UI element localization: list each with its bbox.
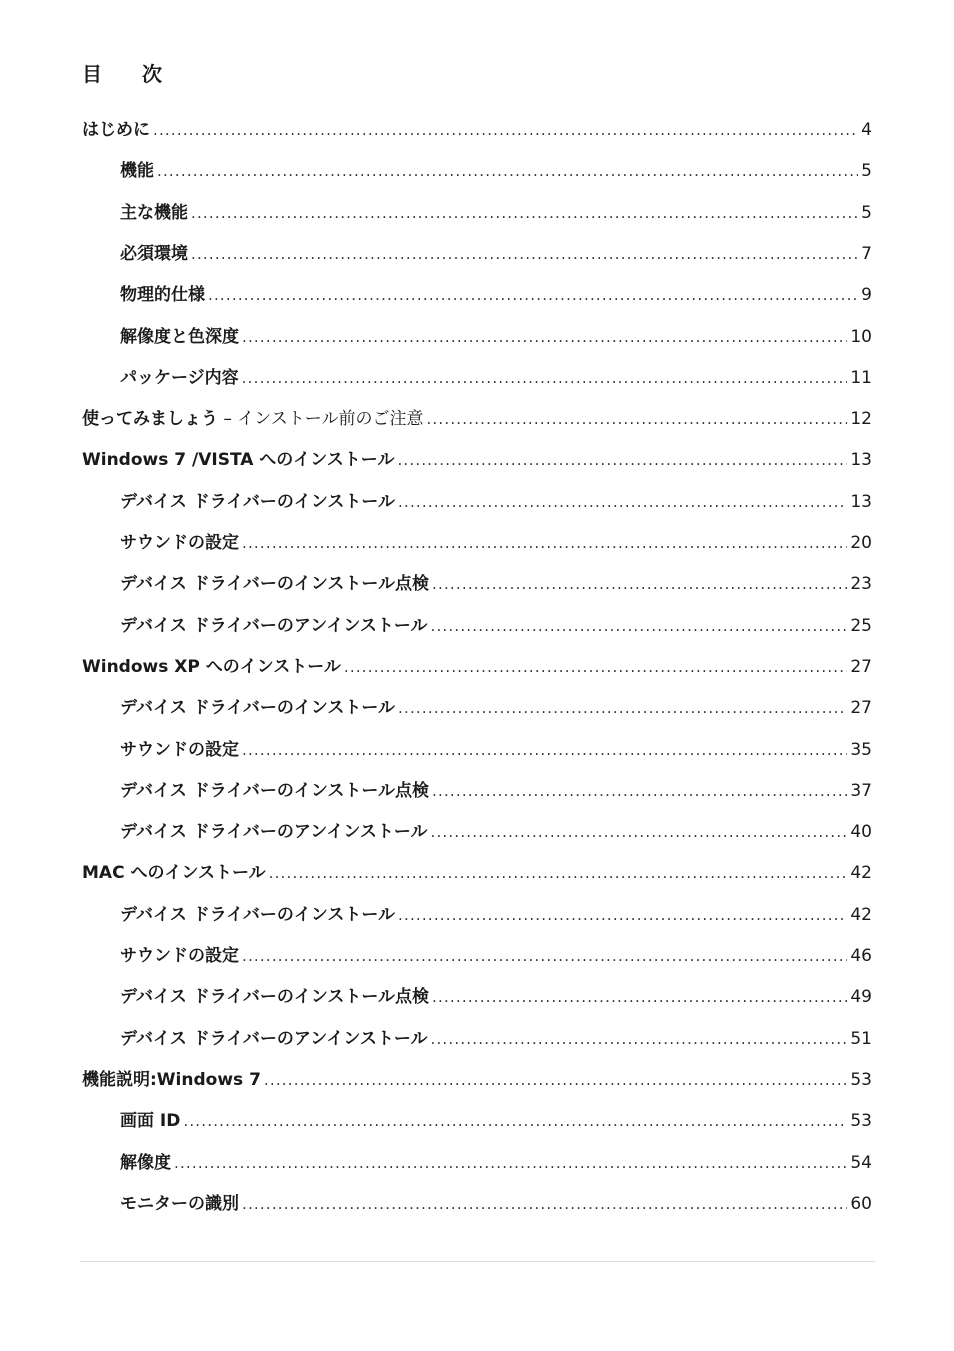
toc-entry-title [120, 366, 239, 390]
dot-leader [432, 985, 847, 1009]
toc-entry-page-number: 51 [850, 1028, 872, 1049]
toc-entry-title-text: 解像度と色深度 [120, 326, 239, 347]
toc-entry-title [120, 696, 395, 720]
toc-entry-subsection[interactable] [120, 325, 872, 349]
toc-entry-subsection[interactable] [120, 1151, 872, 1175]
toc-entry-subsection[interactable] [120, 779, 872, 803]
toc-entry-title [120, 738, 239, 762]
toc-entry-title [120, 779, 429, 803]
toc-entry-page-number: 60 [850, 1193, 872, 1214]
toc-entry-title-text: デバイス ドライバーのアンインストール [120, 822, 428, 843]
toc-entry-title-text: Windows 7 /VISTA へのインストール [82, 450, 395, 471]
toc-entry-title [120, 531, 239, 555]
dot-leader [398, 696, 847, 720]
toc-entry-page-number: 25 [850, 615, 872, 636]
toc-entry-title [82, 407, 423, 431]
toc-entry-subsection[interactable] [120, 159, 872, 183]
toc-entry-subsection[interactable] [120, 572, 872, 596]
toc-entry-title [120, 572, 429, 596]
toc-entry-title-text: 解像度 [120, 1152, 171, 1173]
toc-entry-page-number: 23 [850, 574, 872, 595]
dot-leader [242, 1192, 847, 1216]
toc-entry-page-number: 53 [850, 1069, 872, 1090]
toc-entry-page-number: 7 [861, 243, 872, 264]
toc-entry-section[interactable] [82, 655, 872, 679]
toc-entry-page-number: 9 [861, 285, 872, 306]
toc-entry-title-text: 使ってみましょう [82, 409, 218, 430]
toc-entry-title [120, 325, 239, 349]
dot-leader [431, 1027, 848, 1051]
toc-entry-subsection[interactable] [120, 820, 872, 844]
toc-entry-subsection[interactable] [120, 1109, 872, 1133]
toc-entry-subsection[interactable] [120, 201, 872, 225]
toc-entry-title [82, 655, 341, 679]
toc-entry-page-number: 42 [850, 863, 872, 884]
toc-entry-section[interactable] [82, 1068, 872, 1092]
toc-entry-page-number: 20 [850, 533, 872, 553]
toc-entry-subsection[interactable] [120, 242, 872, 266]
page-title: 目 次 [82, 62, 162, 86]
toc-entry-page-number: 5 [861, 161, 872, 182]
toc-entry-title-text: デバイス ドライバーのアンインストール [120, 1028, 428, 1049]
toc-entry-title [120, 985, 429, 1009]
toc-entry-title [120, 201, 188, 225]
dot-leader [397, 448, 847, 472]
toc-entry-page-number: 13 [850, 491, 872, 512]
toc-entry-page-number: 10 [850, 326, 872, 347]
dot-leader [242, 366, 848, 390]
dot-leader [432, 779, 847, 803]
toc-entry-title-text: デバイス ドライバーのインストール点検 [120, 574, 430, 595]
toc-entry-subsection[interactable] [120, 944, 872, 968]
dot-leader [242, 738, 847, 762]
dot-leader [426, 407, 847, 431]
toc-entry-page-number: 35 [850, 739, 872, 760]
toc-entry-subsection[interactable] [120, 283, 872, 307]
toc-entry-page-number: 53 [850, 1111, 872, 1132]
dot-leader [432, 572, 847, 596]
toc-entry-title-text: デバイス ドライバーのインストール [120, 904, 396, 925]
toc-entry-title [120, 614, 428, 638]
toc-entry-title-text: デバイス ドライバーのアンインストール [120, 615, 428, 636]
toc-entry-title-text: デバイス ドライバーのインストール点検 [120, 987, 430, 1008]
dot-leader [398, 490, 847, 514]
dot-leader [264, 1068, 847, 1092]
toc-entry-title-text: サウンドの設定 [120, 533, 239, 553]
toc-entry-subsection[interactable] [120, 1027, 872, 1051]
dot-leader [242, 325, 847, 349]
toc-entry-subsection[interactable] [120, 490, 872, 514]
dot-leader [191, 201, 858, 225]
dot-leader [157, 159, 858, 183]
dot-leader [431, 614, 848, 638]
toc-entry-title-text: 物理的仕様 [120, 285, 205, 306]
dot-leader [431, 820, 848, 844]
toc-entry-page-number: 27 [850, 656, 872, 677]
toc-entry-title-text: デバイス ドライバーのインストール [120, 491, 396, 512]
toc-entry-title [82, 1068, 261, 1092]
toc-entry-title-text: 主な機能 [120, 202, 188, 223]
toc-entry-title-text: 画面 ID [120, 1111, 181, 1132]
toc-entry-subsection[interactable] [120, 614, 872, 638]
toc-entry-title-text: 機能説明:Windows 7 [82, 1069, 261, 1090]
dot-leader [191, 242, 858, 266]
toc-entry-title-text: サウンドの設定 [120, 739, 239, 760]
toc-entry-title-text: デバイス ドライバーのインストール点検 [120, 780, 430, 801]
toc-entry-page-number: 46 [850, 946, 872, 966]
toc-entry-title [120, 159, 154, 183]
toc-entry-title [82, 861, 266, 885]
toc-entry-subsection[interactable] [120, 738, 872, 762]
toc-entry-page-number: 11 [850, 367, 872, 388]
toc-entry-title [120, 283, 205, 307]
toc-entry-section[interactable] [82, 448, 872, 472]
dot-leader [344, 655, 847, 679]
toc-entry-title [120, 1151, 171, 1175]
dot-leader [242, 531, 847, 555]
dot-leader [242, 944, 847, 968]
toc-entry-title-text: はじめに [82, 120, 150, 140]
toc-entry-subsection[interactable] [120, 985, 872, 1009]
toc-entry-page-number: 40 [850, 822, 872, 843]
toc-entry-page-number: 27 [850, 698, 872, 719]
toc-entry-title-text: モニターの識別 [120, 1193, 239, 1214]
dot-leader [208, 283, 858, 307]
toc-entry-title [82, 448, 394, 472]
toc-entry-title-text: デバイス ドライバーのインストール [120, 698, 396, 719]
toc-entry-title [120, 903, 395, 927]
toc-entry-title [120, 944, 239, 968]
dot-leader [174, 1151, 847, 1175]
toc-entry-page-number: 4 [861, 120, 872, 140]
toc-entry-title [120, 820, 428, 844]
toc-entry-title-text: 必須環境 [120, 243, 188, 264]
toc-entry-page-number: 5 [861, 202, 872, 223]
toc-entry-title [82, 118, 150, 142]
toc-entry-section[interactable] [82, 407, 872, 431]
toc-entry-page-number: 13 [850, 450, 872, 471]
toc-entry-title-suffix: – インストール前のご注意 [218, 409, 424, 430]
dot-leader [269, 861, 848, 885]
toc-entry-title [120, 490, 395, 514]
toc-entry-title [120, 1109, 180, 1133]
dot-leader [398, 903, 847, 927]
toc-entry-section[interactable] [82, 118, 872, 142]
toc-entry-subsection[interactable] [120, 366, 872, 390]
toc-entry-title [120, 1027, 428, 1051]
toc-entry-title-text: MAC へのインストール [82, 863, 266, 884]
toc-entry-title-text: 機能 [120, 161, 154, 182]
toc-entry-subsection[interactable] [120, 696, 872, 720]
dot-leader [183, 1109, 847, 1133]
toc-entry-page-number: 54 [850, 1152, 872, 1173]
toc-entry-page-number: 12 [850, 409, 872, 430]
toc-entry-title-text: パッケージ内容 [120, 367, 239, 388]
toc-entry-page-number: 37 [850, 780, 872, 801]
toc-entry-title [120, 1192, 239, 1216]
toc-entry-page-number: 49 [850, 987, 872, 1008]
toc-entry-page-number: 42 [850, 904, 872, 925]
toc-entry-title [120, 242, 188, 266]
toc-entry-section[interactable] [82, 861, 872, 885]
toc-entry-subsection[interactable] [120, 903, 872, 927]
toc-entry-subsection[interactable] [120, 1192, 872, 1216]
footer-divider [80, 1261, 875, 1262]
toc-entry-title-text: Windows XP へのインストール [82, 656, 341, 677]
dot-leader [153, 118, 858, 142]
toc-entry-subsection[interactable] [120, 531, 872, 555]
toc-entry-title-text: サウンドの設定 [120, 946, 239, 966]
